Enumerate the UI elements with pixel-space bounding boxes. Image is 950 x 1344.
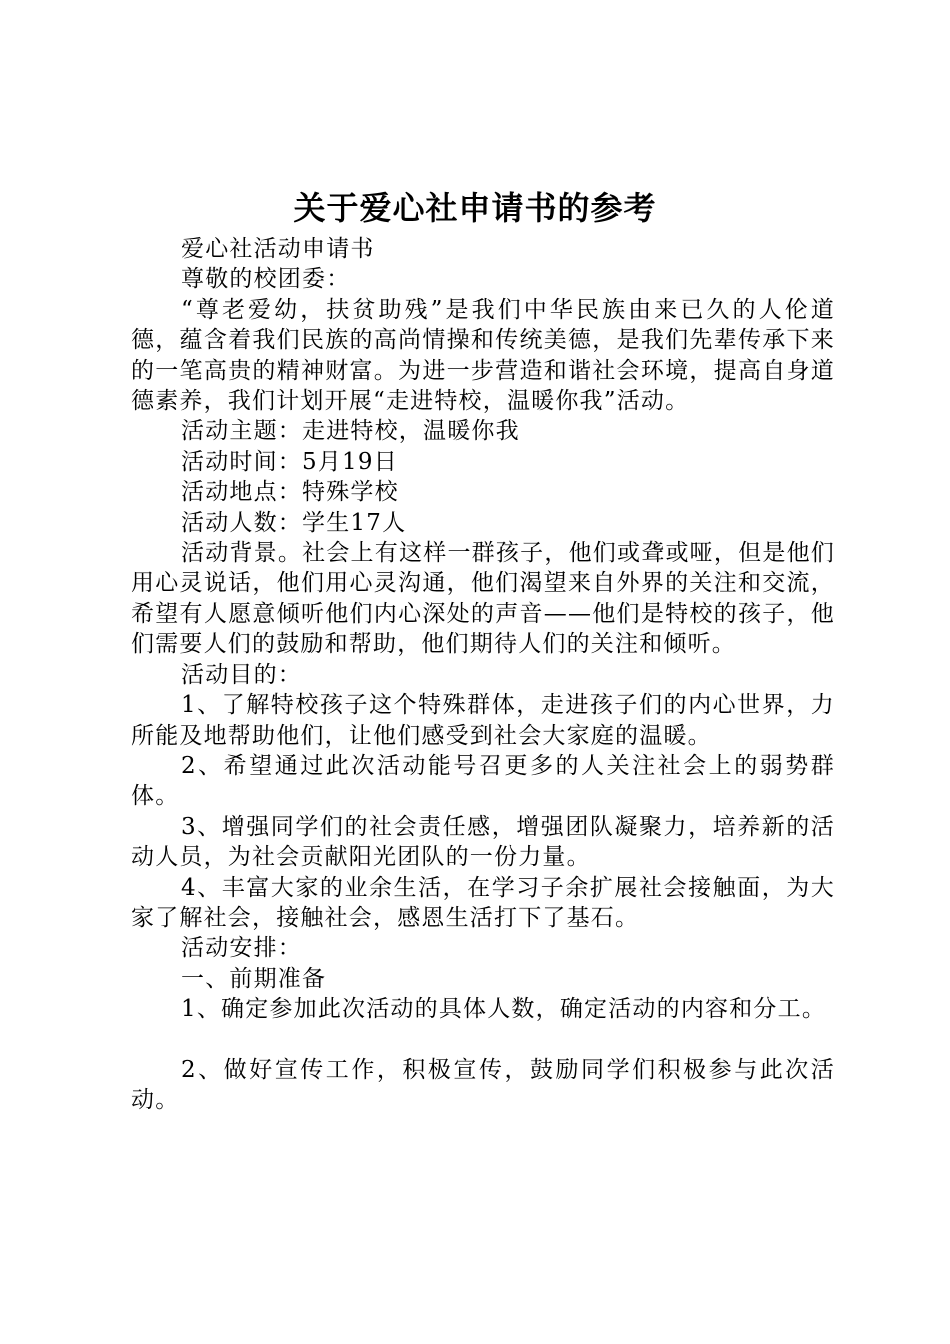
paragraph-location: 活动地点：特殊学校 xyxy=(181,479,399,506)
paragraph-heading: 爱心社活动申请书 xyxy=(181,236,375,262)
paragraph-time: 活动时间：5月19日 xyxy=(181,448,398,475)
paragraph-purpose-3: 3、增强同学们的社会责任感，增强团队凝聚力，培养新的活动人员，为社会贡献阳光团队的一份力量。 xyxy=(131,813,835,871)
document-title: 关于爱心社申请书的参考 xyxy=(293,189,657,227)
paragraph-intro: “尊老爱幼，扶贫助残”是我们中华民族由来已久的人伦道德，蕴含着我们民族的高尚情操和传统美德，是我们先辈传承下来的一笔高贵的精神财富。为进一步营造和谐社会环境，提高自身道德素养，我们计划开展“走进特校，温暖你我”活动。 xyxy=(131,296,835,415)
paragraph-purpose-1: 1、了解特校孩子这个特殊群体，走进孩子们的内心世界，力所能及地帮助他们，让他们感受到社会大家庭的温暖。 xyxy=(131,692,835,749)
paragraph-background: 活动背景。社会上有这样一群孩子，他们或聋或哑，但是他们用心灵说话，他们用心灵沟通，他们渴望来自外界的关注和交流，希望有人愿意倾听他们内心深处的声音——他们是特校的孩子，他们需要人们的鼓励和帮助，他们期待人们的关注和倾听。 xyxy=(131,540,835,658)
paragraph-arrangement-heading: 活动安排： xyxy=(181,935,302,962)
paragraph-headcount: 活动人数：学生17人 xyxy=(181,509,407,536)
document-body xyxy=(131,234,835,1116)
paragraph-preparation-2: 2、做好宣传工作，积极宣传，鼓励同学们积极参与此次活动。 xyxy=(131,1056,835,1114)
paragraph-preparation-heading: 一、前期准备 xyxy=(181,965,327,992)
paragraph-purpose-heading: 活动目的： xyxy=(181,661,302,688)
paragraph-purpose-4: 4、丰富大家的业余生活，在学习子余扩展社会接触面，为大家了解社会，接触社会，感恩生活打下了基石。 xyxy=(131,874,835,931)
paragraph-theme: 活动主题：走进特校，温暖你我 xyxy=(181,418,520,445)
paragraph-purpose-2: 2、希望通过此次活动能号召更多的人关注社会上的弱势群体。 xyxy=(131,752,835,810)
paragraph-preparation-1: 1、确定参加此次活动的具体人数，确定活动的内容和分工。 xyxy=(181,996,827,1023)
paragraph-salutation: 尊敬的校团委： xyxy=(181,266,351,293)
